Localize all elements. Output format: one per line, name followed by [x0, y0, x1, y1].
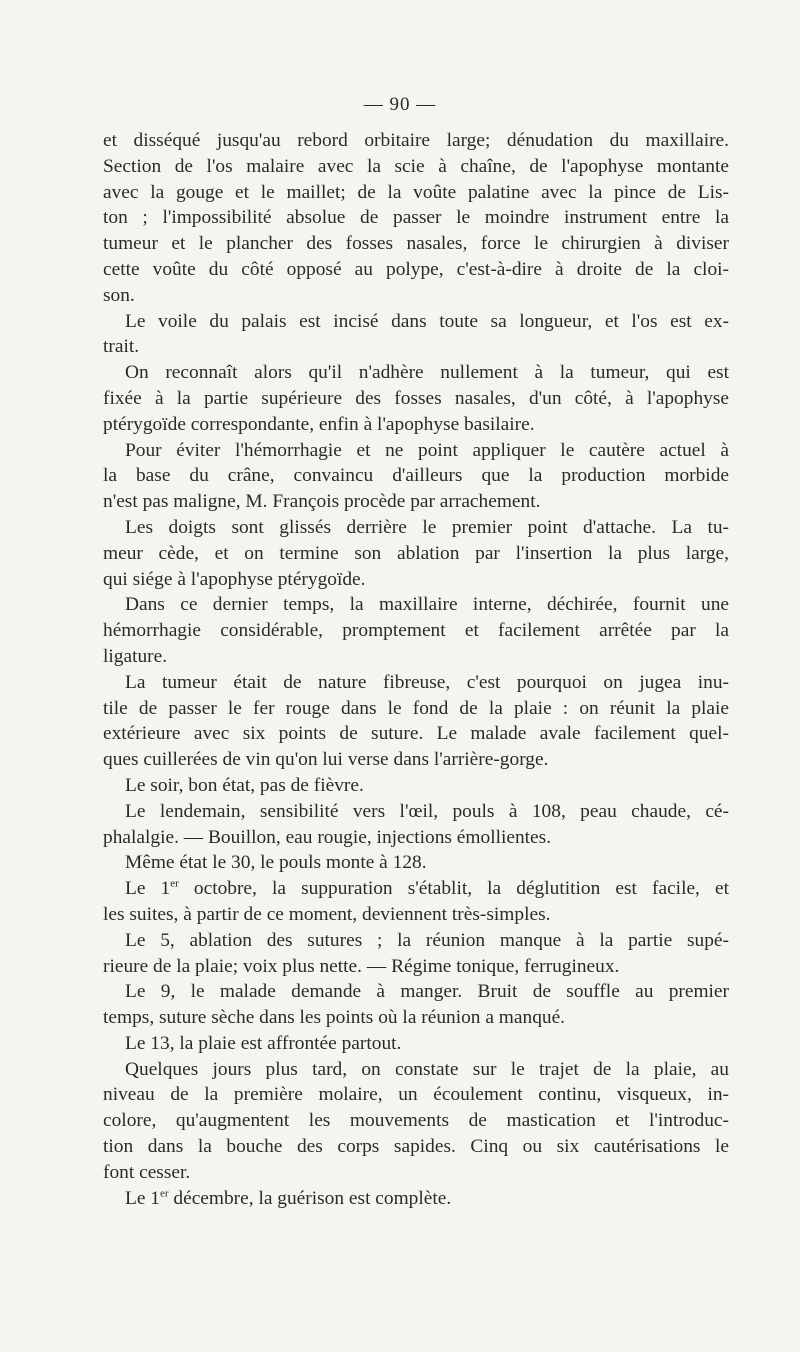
text-line: Section de l'os malaire avec la scie à chaîne, de l'apophyse montante	[103, 155, 729, 177]
text-line: rieure de la plaie; voix plus nette. — Régime tonique, ferrugineux.	[103, 955, 620, 977]
text-line: hémorrhagie considérable, promptement et facilement arrêtée par la	[103, 620, 729, 642]
text-line: la base du crâne, convaincu d'ailleurs que la production morbide	[103, 465, 729, 487]
text-line: trait.	[103, 336, 140, 358]
text-line: ton ; l'impossibilité absolue de passer le moindre instrument entre la	[103, 207, 729, 229]
text-line: Les doigts sont glissés derrière le premier point d'attache. La tu-	[125, 516, 729, 538]
text-line: ligature.	[103, 645, 168, 667]
text-line: Le lendemain, sensibilité vers l'œil, pouls à 108, peau chaude, cé-	[125, 800, 729, 822]
text-line: ptérygoïde correspondante, enfin à l'apophyse basilaire.	[103, 413, 535, 435]
body-text	[103, 128, 729, 1211]
superscript: er	[170, 877, 179, 890]
text-line: extérieure avec six points de suture. Le malade avale facilement quel-	[103, 723, 729, 745]
page-number: — 90 —	[363, 94, 437, 115]
text-line: qui siége à l'apophyse ptérygoïde.	[103, 568, 366, 590]
text-line: font cesser.	[103, 1161, 191, 1183]
text-line: colore, qu'augmentent les mouvements de mastication et l'introduc-	[103, 1110, 729, 1132]
text-line: les suites, à partir de ce moment, deviennent très-simples.	[103, 903, 551, 925]
text-line: Le voile du palais est incisé dans toute sa longueur, et l'os est ex-	[125, 310, 729, 332]
text-line: Le 9, le malade demande à manger. Bruit de souffle au premier	[125, 981, 729, 1003]
text-line: phalalgie. — Bouillon, eau rougie, injections émollientes.	[103, 826, 552, 848]
text-fragment: Le 1	[125, 1187, 160, 1209]
text-line: tion dans la bouche des corps sapides. Cinq ou six cautérisations le	[103, 1136, 729, 1158]
text-fragment: décembre, la guérison est complète.	[168, 1187, 452, 1209]
superscript: er	[160, 1187, 169, 1200]
text-line: fixée à la partie supérieure des fosses nasales, d'un côté, à l'apophyse	[103, 387, 729, 409]
text-line: Le soir, bon état, pas de fièvre.	[125, 774, 364, 796]
text-line	[103, 876, 729, 902]
text-line: La tumeur était de nature fibreuse, c'est pourquoi on jugea inu-	[125, 671, 729, 693]
text-line: niveau de la première molaire, un écoulement continu, visqueux, in-	[103, 1084, 729, 1106]
text-line: tumeur et le plancher des fosses nasales, force le chirurgien à diviser	[103, 233, 729, 255]
text-line: Dans ce dernier temps, la maxillaire interne, déchirée, fournit une	[125, 594, 729, 616]
text-fragment: Le 1	[125, 878, 171, 900]
text-line: temps, suture sèche dans les points où la réunion a manqué.	[103, 1007, 566, 1029]
text-line: ques cuillerées de vin qu'on lui verse dans l'arrière-gorge.	[103, 749, 549, 771]
text-line: Quelques jours plus tard, on constate sur le trajet de la plaie, au	[125, 1058, 729, 1080]
text-line: Le 13, la plaie est affrontée partout.	[125, 1032, 402, 1054]
text-line: n'est pas maligne, M. François procède par arrachement.	[103, 491, 541, 513]
text-line: Même état le 30, le pouls monte à 128.	[125, 852, 427, 874]
text-line: tile de passer le fer rouge dans le fond de la plaie : on réunit la plaie	[103, 697, 729, 719]
text-line: son.	[103, 284, 135, 306]
text-line: cette voûte du côté opposé au polype, c'est-à-dire à droite de la cloi-	[103, 258, 729, 280]
text-line: avec la gouge et le maillet; de la voûte palatine avec la pince de Lis-	[103, 181, 729, 203]
text-fragment: octobre, la suppuration s'établit, la déglutition est facile, et	[178, 878, 729, 900]
text-line: Le 5, ablation des sutures ; la réunion manque à la partie supé-	[125, 929, 729, 951]
text-line: meur cède, et on termine son ablation par l'insertion la plus large,	[103, 542, 729, 564]
text-line: Pour éviter l'hémorrhagie et ne point appliquer le cautère actuel à	[125, 439, 729, 461]
text-line: et disséqué jusqu'au rebord orbitaire large; dénudation du maxillaire.	[103, 130, 729, 151]
text-line	[103, 1186, 729, 1212]
text-line: On reconnaît alors qu'il n'adhère nullement à la tumeur, qui est	[125, 362, 729, 384]
